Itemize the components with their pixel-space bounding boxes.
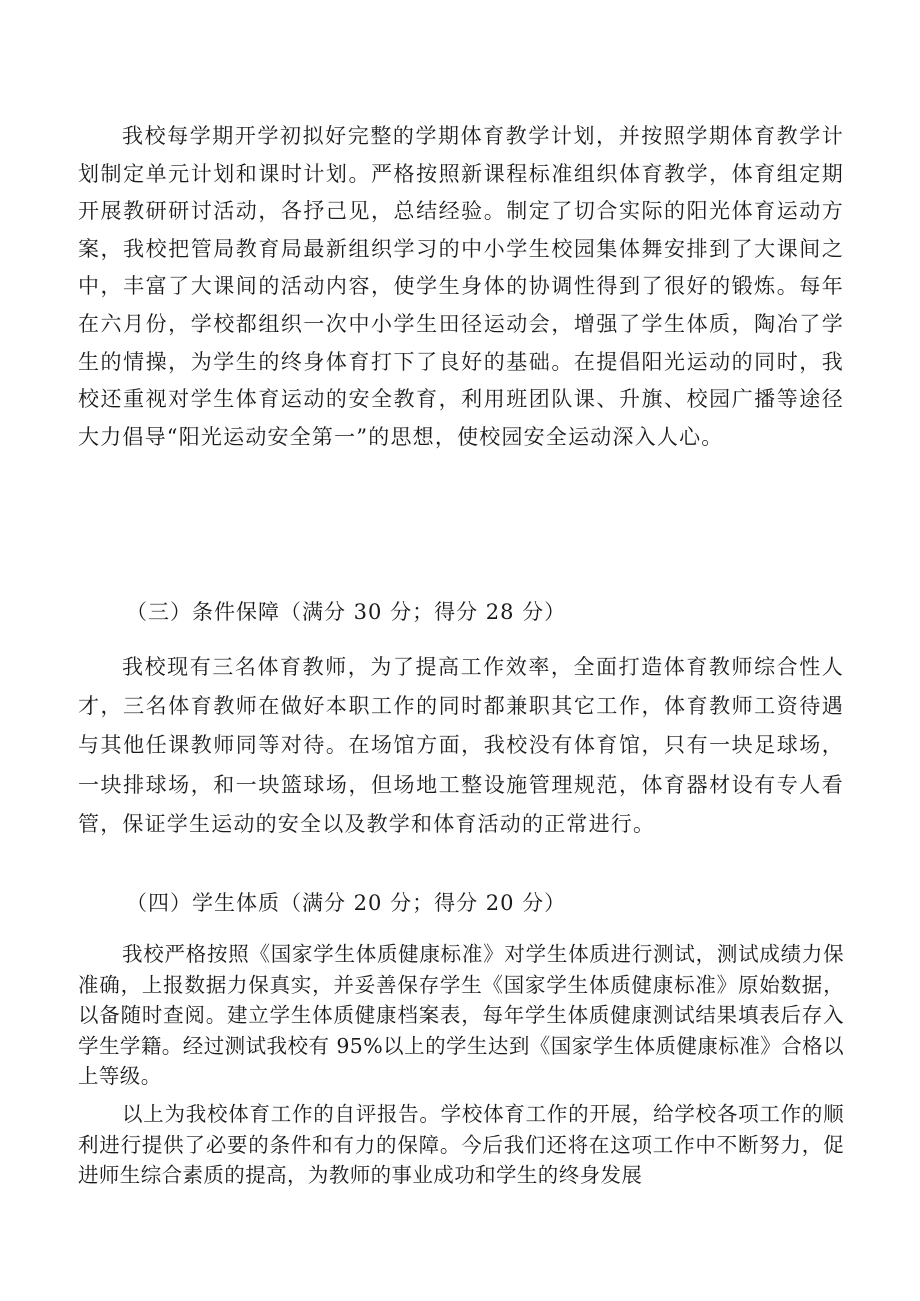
paragraph-physique: 我校严格按照《国家学生体质健康标准》对学生体质进行测试，测试成绩力保准确，上报数据力保真实，并妥善保存学生《国家学生体质健康标准》原始数据，以备随时查阅。建立学生体质健康档案表，每年学生体质健康测试结果填表后存入学生学籍。经过测试我校有 95%以上的学生达到《国家学生体质健康标准》合格以上等级。	[78, 942, 844, 1089]
section-heading-physique: （四）学生体质（满分 20 分；得分 20 分）	[126, 891, 567, 915]
section-heading-conditions: （三）条件保障（满分 30 分；得分 28 分）	[126, 600, 567, 624]
paragraph-conclusion: 以上为我校体育工作的自评报告。学校体育工作的开展，给学校各项工作的顺利进行提供了必要的条件和有力的保障。今后我们还将在这项工作中不断努力，促进师生综合素质的提高，为教师的事业成功和学生的终身发展	[78, 1102, 844, 1188]
paragraph-teaching-plan: 我校每学期开学初拟好完整的学期体育教学计划，并按照学期体育教学计划制定单元计划和课时计划。严格按照新课程标准组织体育教学，体育组定期开展教研研讨活动，各抒己见，总结经验。制定了切合实际的阳光体育运动方案，我校把管局教育局最新组织学习的中小学生校园集体舞安排到了大课间之中，丰富了大课间的活动内容，使学生身体的协调性得到了很好的锻炼。每年在六月份，学校都组织一次中小学生田径运动会，增强了学生体质，陶冶了学生的情操，为学生的终身体育打下了良好的基础。在提倡阳光运动的同时，我校还重视对学生体育运动的安全教育，利用班团队课、升旗、校园广播等途径大力倡导“阳光运动安全第一”的思想，使校园安全运动深入人心。	[78, 124, 844, 449]
paragraph-conditions: 我校现有三名体育教师，为了提高工作效率，全面打造体育教师综合性人才，三名体育教师在做好本职工作的同时都兼职其它工作，体育教师工资待遇与其他任课教师同等对待。在场馆方面，我校没有体育馆，只有一块足球场，一块排球场，和一块篮球场，但场地工整设施管理规范，体育器材设有专人看管，保证学生运动的安全以及教学和体育活动的正常进行。	[78, 655, 844, 836]
